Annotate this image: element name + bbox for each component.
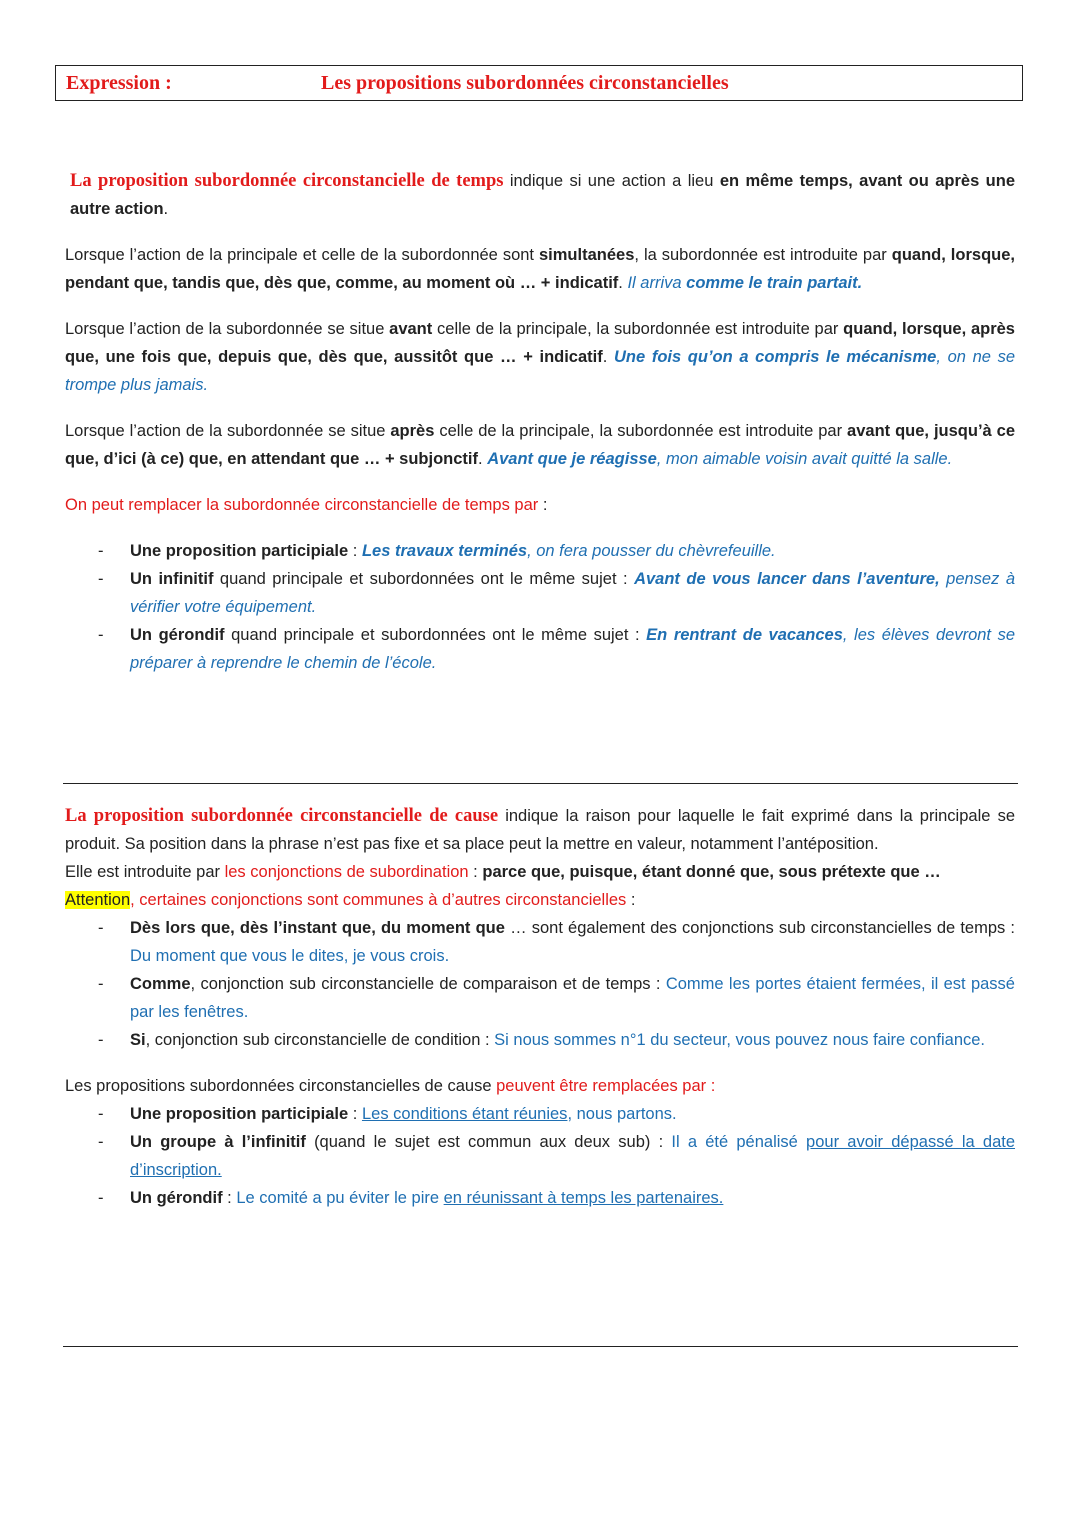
list-item [65, 1026, 1015, 1054]
text: : [626, 891, 636, 909]
example-text: , mon aimable voisin avait quitté la salle. [656, 450, 953, 468]
example-text: Comme les portes étaient fermées, il est passé par les fenêtres. [130, 975, 1015, 1021]
text: (quand le sujet est commun aux deux sub) : [305, 1133, 672, 1151]
example-text: En rentrant de vacances [646, 626, 843, 644]
bold-text: Une proposition participiale [130, 542, 349, 560]
example-text: , les élèves devront se préparer à reprendre le chemin de l’école. [130, 626, 1016, 672]
text: celle de la principale, la subordonnée est introduite par [434, 422, 848, 440]
example-text: comme le train partait. [686, 274, 863, 292]
text: : [468, 863, 483, 881]
example-text: Il arriva [627, 274, 687, 292]
text: quand principale et subordonnées ont le même sujet : [213, 570, 635, 588]
text: , conjonction sub circonstancielle de condition : [145, 1031, 495, 1049]
text: Lorsque l’action de la principale et celle de la subordonnée sont [65, 246, 539, 264]
list-item [65, 537, 1015, 565]
cause-definition [65, 802, 1015, 858]
red-text: On peut remplacer la subordonnée circonstancielle de temps par [65, 496, 539, 514]
example-text: , nous partons. [567, 1105, 677, 1123]
section-cause [65, 802, 1015, 1212]
list-item [65, 1184, 1015, 1212]
bold-text: Si [130, 1031, 146, 1049]
example-text: Du moment que vous le dites, je vous crois. [130, 947, 450, 965]
text: : [222, 1189, 237, 1207]
text: . [618, 274, 628, 292]
example-underlined: en réunissant à temps les partenaires. [443, 1189, 724, 1207]
bold-text: parce que, puisque, étant donné que, sous prétexte que … [482, 863, 941, 881]
bold-text: avant que, jusqu’à ce que, d’ici (à ce) que, en attendant que … + subjonctif [65, 422, 1015, 468]
divider [63, 783, 1018, 784]
text: . [163, 200, 169, 218]
example-underlined: Les conditions étant réunies [361, 1105, 568, 1123]
example-text: Avant que je réagisse [487, 450, 657, 468]
section-temps [65, 167, 1015, 677]
temps-replace-intro [65, 491, 1015, 519]
example-text: , on ne se trompe plus jamais. [65, 348, 1015, 394]
temps-replace-list [65, 537, 1015, 677]
example-text: Une fois qu’on a compris le mécanisme [614, 348, 937, 366]
bold-text: Une proposition participiale [130, 1105, 349, 1123]
example-text: Si nous sommes n°1 du secteur, vous pouvez nous faire confiance. [494, 1031, 986, 1049]
cause-conjunctions [65, 858, 1015, 886]
text: indique la raison pour laquelle le fait exprimé dans la principale se produit. Sa position dans la phrase n’est pas fixe et sa place peut la mettre en valeur, notamment l’antéposition. [65, 807, 1016, 853]
temps-heading: La proposition subordonnée circonstancielle de temps [70, 171, 504, 191]
list-item [65, 621, 1015, 677]
subject-label: Expression : [66, 72, 172, 94]
example-text: Avant de vous lancer dans l’aventure, [634, 570, 940, 588]
text: Elle est introduite par [65, 863, 225, 881]
text: , la subordonnée est introduite par [634, 246, 892, 264]
text: celle de la principale, la subordonnée est introduite par [432, 320, 844, 338]
temps-definition [65, 167, 1015, 223]
bold-text: en même temps, avant ou après une autre action [70, 172, 1016, 218]
bold-text: quand, lorsque, après que, une fois que, depuis que, dès que, aussitôt que … + indicatif [65, 320, 1015, 366]
red-text: peuvent être remplacées par : [496, 1077, 716, 1095]
text: : [348, 542, 362, 560]
example-text: pensez à vérifier votre équipement. [130, 570, 1015, 616]
list-item [65, 1100, 1015, 1128]
highlighted-text: Attention [65, 891, 131, 909]
list-item [65, 565, 1015, 621]
cause-replace-intro [65, 1072, 1015, 1100]
text: , conjonction sub circonstancielle de comparaison et de temps : [190, 975, 666, 993]
text: indique si une action a lieu [503, 172, 720, 190]
bold-text: Un groupe à l’infinitif [130, 1133, 306, 1151]
bold-text: simultanées [539, 246, 635, 264]
temps-after [65, 417, 1015, 473]
temps-before [65, 315, 1015, 399]
text: Les propositions subordonnées circonstancielles de cause [65, 1077, 497, 1095]
red-text: les conjonctions de subordination [224, 863, 469, 881]
cause-heading: La proposition subordonnée circonstancielle de cause [65, 806, 499, 826]
title-box [55, 65, 1023, 101]
example-text: Les travaux terminés [361, 542, 528, 560]
list-item [65, 970, 1015, 1026]
list-item [65, 914, 1015, 970]
list-item [65, 1128, 1015, 1184]
cause-attention [65, 886, 1015, 914]
bold-text: Un gérondif [130, 626, 225, 644]
bold-text: Un gérondif [130, 1189, 223, 1207]
text: … sont également des conjonctions sub circonstancielles de temps : [504, 919, 1016, 937]
bold-text: quand, lorsque, pendant que, tandis que, dès que, comme, au moment où … + indicatif [65, 246, 1015, 292]
page-title: Les propositions subordonnées circonstancielles [321, 72, 729, 94]
red-text: , certaines conjonctions sont communes à d’autres circonstancielles [130, 891, 627, 909]
example-text: Le comité a pu éviter le pire [236, 1189, 444, 1207]
text: : [538, 496, 548, 514]
bold-text: Dès lors que, dès l’instant que, du moment que [130, 919, 505, 937]
bold-text: après [390, 422, 435, 440]
text: Lorsque l’action de la subordonnée se situe [65, 320, 390, 338]
text: . [478, 450, 488, 468]
text: quand principale et subordonnées ont le même sujet : [224, 626, 647, 644]
temps-simultaneous [65, 241, 1015, 297]
bold-text: avant [389, 320, 433, 338]
cause-replace-list [65, 1100, 1015, 1212]
example-text: , on fera pousser du chèvrefeuille. [527, 542, 776, 560]
divider [63, 1346, 1018, 1347]
bold-text: Comme [130, 975, 191, 993]
bold-text: Un infinitif [130, 570, 214, 588]
text: : [348, 1105, 362, 1123]
example-underlined: pour avoir dépassé la date d’inscription. [130, 1133, 1016, 1179]
example-text: Il a été pénalisé [671, 1133, 807, 1151]
text: Lorsque l’action de la subordonnée se situe [65, 422, 391, 440]
text: . [602, 348, 614, 366]
cause-shared-list [65, 914, 1015, 1054]
